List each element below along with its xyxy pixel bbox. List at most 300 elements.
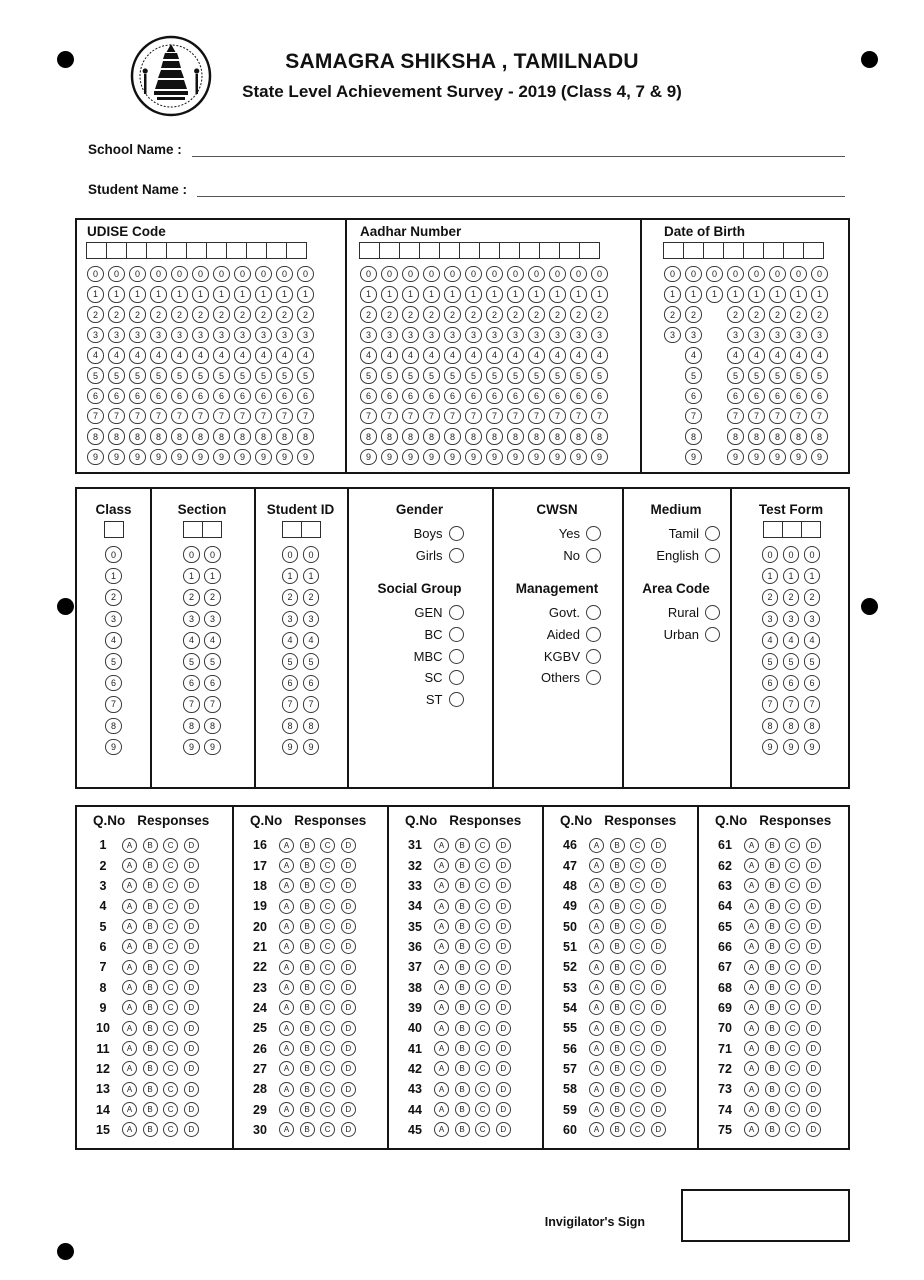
student-id-digit-box[interactable] bbox=[282, 521, 302, 538]
aadhar-col5-bubble-7[interactable]: 7 bbox=[444, 408, 461, 425]
q29-choice-d[interactable]: D bbox=[341, 1102, 356, 1117]
q38-choice-c[interactable]: C bbox=[475, 980, 490, 995]
aadhar-col9-bubble-9[interactable]: 9 bbox=[528, 449, 545, 466]
q9-choice-d[interactable]: D bbox=[184, 1000, 199, 1015]
aadhar-col9-bubble-1[interactable]: 1 bbox=[528, 286, 545, 303]
dob-col6-bubble-9[interactable]: 9 bbox=[769, 449, 786, 466]
aadhar-col3-bubble-1[interactable]: 1 bbox=[402, 286, 419, 303]
udise-col11-bubble-0[interactable]: 0 bbox=[297, 266, 314, 283]
dob-col5-bubble-4[interactable]: 4 bbox=[748, 347, 765, 364]
class-col1-bubble-5[interactable]: 5 bbox=[105, 653, 122, 670]
udise-digit-box[interactable] bbox=[226, 242, 247, 259]
dob-col6-bubble-6[interactable]: 6 bbox=[769, 388, 786, 405]
q70-choice-c[interactable]: C bbox=[785, 1021, 800, 1036]
dob-col4-bubble-7[interactable]: 7 bbox=[727, 408, 744, 425]
aadhar-col7-bubble-8[interactable]: 8 bbox=[486, 428, 503, 445]
udise-col5-bubble-5[interactable]: 5 bbox=[171, 367, 188, 384]
aadhar-col12-bubble-2[interactable]: 2 bbox=[591, 306, 608, 323]
udise-col3-bubble-3[interactable]: 3 bbox=[129, 327, 146, 344]
test-form-digit-box[interactable] bbox=[763, 521, 783, 538]
q60-choice-b[interactable]: B bbox=[610, 1122, 625, 1137]
q1-choice-b[interactable]: B bbox=[143, 838, 158, 853]
q2-choice-a[interactable]: A bbox=[122, 858, 137, 873]
student-id-col2-bubble-8[interactable]: 8 bbox=[303, 718, 320, 735]
aadhar-col9-bubble-7[interactable]: 7 bbox=[528, 408, 545, 425]
udise-col7-bubble-8[interactable]: 8 bbox=[213, 428, 230, 445]
q22-choice-b[interactable]: B bbox=[300, 960, 315, 975]
q53-choice-b[interactable]: B bbox=[610, 980, 625, 995]
udise-col4-bubble-9[interactable]: 9 bbox=[150, 449, 167, 466]
aadhar-col8-bubble-3[interactable]: 3 bbox=[507, 327, 524, 344]
q32-choice-a[interactable]: A bbox=[434, 858, 449, 873]
udise-col5-bubble-6[interactable]: 6 bbox=[171, 388, 188, 405]
q51-choice-a[interactable]: A bbox=[589, 939, 604, 954]
student-id-col1-bubble-0[interactable]: 0 bbox=[282, 546, 299, 563]
gender-bubble-boys[interactable] bbox=[449, 526, 464, 541]
q60-choice-c[interactable]: C bbox=[630, 1122, 645, 1137]
q49-choice-d[interactable]: D bbox=[651, 899, 666, 914]
q12-choice-b[interactable]: B bbox=[143, 1061, 158, 1076]
q46-choice-c[interactable]: C bbox=[630, 838, 645, 853]
q24-choice-d[interactable]: D bbox=[341, 1000, 356, 1015]
q27-choice-d[interactable]: D bbox=[341, 1061, 356, 1076]
dob-col5-bubble-5[interactable]: 5 bbox=[748, 367, 765, 384]
dob-col6-bubble-5[interactable]: 5 bbox=[769, 367, 786, 384]
aadhar-col8-bubble-2[interactable]: 2 bbox=[507, 306, 524, 323]
dob-digit-box[interactable] bbox=[703, 242, 724, 259]
test-form-col2-bubble-0[interactable]: 0 bbox=[783, 546, 800, 563]
q18-choice-b[interactable]: B bbox=[300, 878, 315, 893]
aadhar-col11-bubble-0[interactable]: 0 bbox=[570, 266, 587, 283]
class-col1-bubble-6[interactable]: 6 bbox=[105, 675, 122, 692]
aadhar-col3-bubble-0[interactable]: 0 bbox=[402, 266, 419, 283]
section-col2-bubble-3[interactable]: 3 bbox=[204, 611, 221, 628]
udise-col7-bubble-6[interactable]: 6 bbox=[213, 388, 230, 405]
dob-col7-bubble-1[interactable]: 1 bbox=[790, 286, 807, 303]
udise-col9-bubble-9[interactable]: 9 bbox=[255, 449, 272, 466]
q70-choice-b[interactable]: B bbox=[765, 1021, 780, 1036]
q34-choice-a[interactable]: A bbox=[434, 899, 449, 914]
udise-col7-bubble-7[interactable]: 7 bbox=[213, 408, 230, 425]
dob-col8-bubble-1[interactable]: 1 bbox=[811, 286, 828, 303]
dob-digit-box[interactable] bbox=[743, 242, 764, 259]
q48-choice-d[interactable]: D bbox=[651, 878, 666, 893]
aadhar-digit-box[interactable] bbox=[379, 242, 400, 259]
aadhar-digit-box[interactable] bbox=[499, 242, 520, 259]
udise-col3-bubble-1[interactable]: 1 bbox=[129, 286, 146, 303]
dob-col4-bubble-8[interactable]: 8 bbox=[727, 428, 744, 445]
aadhar-digit-box[interactable] bbox=[459, 242, 480, 259]
dob-col1-bubble-0[interactable]: 0 bbox=[664, 266, 681, 283]
test-form-col1-bubble-6[interactable]: 6 bbox=[762, 675, 779, 692]
q25-choice-c[interactable]: C bbox=[320, 1021, 335, 1036]
q17-choice-c[interactable]: C bbox=[320, 858, 335, 873]
q20-choice-a[interactable]: A bbox=[279, 919, 294, 934]
udise-col1-bubble-2[interactable]: 2 bbox=[87, 306, 104, 323]
q4-choice-c[interactable]: C bbox=[163, 899, 178, 914]
dob-col4-bubble-6[interactable]: 6 bbox=[727, 388, 744, 405]
aadhar-col11-bubble-2[interactable]: 2 bbox=[570, 306, 587, 323]
udise-col8-bubble-2[interactable]: 2 bbox=[234, 306, 251, 323]
dob-digit-box[interactable] bbox=[783, 242, 804, 259]
aadhar-col3-bubble-4[interactable]: 4 bbox=[402, 347, 419, 364]
q30-choice-a[interactable]: A bbox=[279, 1122, 294, 1137]
section-col1-bubble-4[interactable]: 4 bbox=[183, 632, 200, 649]
q31-choice-c[interactable]: C bbox=[475, 838, 490, 853]
q26-choice-d[interactable]: D bbox=[341, 1041, 356, 1056]
test-form-col1-bubble-3[interactable]: 3 bbox=[762, 611, 779, 628]
q57-choice-c[interactable]: C bbox=[630, 1061, 645, 1076]
section-col2-bubble-8[interactable]: 8 bbox=[204, 718, 221, 735]
udise-col7-bubble-1[interactable]: 1 bbox=[213, 286, 230, 303]
aadhar-col7-bubble-3[interactable]: 3 bbox=[486, 327, 503, 344]
q58-choice-a[interactable]: A bbox=[589, 1082, 604, 1097]
aadhar-col4-bubble-5[interactable]: 5 bbox=[423, 367, 440, 384]
aadhar-col1-bubble-4[interactable]: 4 bbox=[360, 347, 377, 364]
q59-choice-d[interactable]: D bbox=[651, 1102, 666, 1117]
aadhar-col3-bubble-7[interactable]: 7 bbox=[402, 408, 419, 425]
q39-choice-b[interactable]: B bbox=[455, 1000, 470, 1015]
q48-choice-b[interactable]: B bbox=[610, 878, 625, 893]
q1-choice-a[interactable]: A bbox=[122, 838, 137, 853]
dob-col4-bubble-9[interactable]: 9 bbox=[727, 449, 744, 466]
aadhar-col2-bubble-4[interactable]: 4 bbox=[381, 347, 398, 364]
udise-col2-bubble-5[interactable]: 5 bbox=[108, 367, 125, 384]
udise-col2-bubble-1[interactable]: 1 bbox=[108, 286, 125, 303]
student-id-col2-bubble-6[interactable]: 6 bbox=[303, 675, 320, 692]
q50-choice-b[interactable]: B bbox=[610, 919, 625, 934]
q39-choice-d[interactable]: D bbox=[496, 1000, 511, 1015]
management-bubble-others[interactable] bbox=[586, 670, 601, 685]
udise-col4-bubble-5[interactable]: 5 bbox=[150, 367, 167, 384]
q2-choice-b[interactable]: B bbox=[143, 858, 158, 873]
section-col2-bubble-4[interactable]: 4 bbox=[204, 632, 221, 649]
q3-choice-c[interactable]: C bbox=[163, 878, 178, 893]
management-bubble-kgbv[interactable] bbox=[586, 649, 601, 664]
aadhar-col12-bubble-5[interactable]: 5 bbox=[591, 367, 608, 384]
q28-choice-b[interactable]: B bbox=[300, 1082, 315, 1097]
aadhar-col7-bubble-0[interactable]: 0 bbox=[486, 266, 503, 283]
class-digit-box[interactable] bbox=[104, 521, 124, 538]
aadhar-col6-bubble-0[interactable]: 0 bbox=[465, 266, 482, 283]
udise-col2-bubble-9[interactable]: 9 bbox=[108, 449, 125, 466]
test-form-col3-bubble-3[interactable]: 3 bbox=[804, 611, 821, 628]
q43-choice-a[interactable]: A bbox=[434, 1082, 449, 1097]
dob-col8-bubble-9[interactable]: 9 bbox=[811, 449, 828, 466]
q32-choice-d[interactable]: D bbox=[496, 858, 511, 873]
q27-choice-a[interactable]: A bbox=[279, 1061, 294, 1076]
q68-choice-c[interactable]: C bbox=[785, 980, 800, 995]
q65-choice-a[interactable]: A bbox=[744, 919, 759, 934]
medium-bubble-english[interactable] bbox=[705, 548, 720, 563]
test-form-col2-bubble-1[interactable]: 1 bbox=[783, 568, 800, 585]
q9-choice-b[interactable]: B bbox=[143, 1000, 158, 1015]
q26-choice-a[interactable]: A bbox=[279, 1041, 294, 1056]
q18-choice-d[interactable]: D bbox=[341, 878, 356, 893]
udise-col3-bubble-6[interactable]: 6 bbox=[129, 388, 146, 405]
udise-col5-bubble-0[interactable]: 0 bbox=[171, 266, 188, 283]
q40-choice-c[interactable]: C bbox=[475, 1021, 490, 1036]
aadhar-col6-bubble-8[interactable]: 8 bbox=[465, 428, 482, 445]
q65-choice-d[interactable]: D bbox=[806, 919, 821, 934]
dob-col5-bubble-3[interactable]: 3 bbox=[748, 327, 765, 344]
section-col1-bubble-2[interactable]: 2 bbox=[183, 589, 200, 606]
udise-col6-bubble-9[interactable]: 9 bbox=[192, 449, 209, 466]
aadhar-col5-bubble-6[interactable]: 6 bbox=[444, 388, 461, 405]
aadhar-col11-bubble-4[interactable]: 4 bbox=[570, 347, 587, 364]
q63-choice-b[interactable]: B bbox=[765, 878, 780, 893]
q37-choice-a[interactable]: A bbox=[434, 960, 449, 975]
dob-col2-bubble-0[interactable]: 0 bbox=[685, 266, 702, 283]
q1-choice-c[interactable]: C bbox=[163, 838, 178, 853]
q21-choice-b[interactable]: B bbox=[300, 939, 315, 954]
q34-choice-c[interactable]: C bbox=[475, 899, 490, 914]
q51-choice-c[interactable]: C bbox=[630, 939, 645, 954]
class-col1-bubble-7[interactable]: 7 bbox=[105, 696, 122, 713]
q31-choice-a[interactable]: A bbox=[434, 838, 449, 853]
q17-choice-d[interactable]: D bbox=[341, 858, 356, 873]
udise-col4-bubble-6[interactable]: 6 bbox=[150, 388, 167, 405]
test-form-col3-bubble-4[interactable]: 4 bbox=[804, 632, 821, 649]
udise-col10-bubble-2[interactable]: 2 bbox=[276, 306, 293, 323]
q2-choice-c[interactable]: C bbox=[163, 858, 178, 873]
udise-digit-box[interactable] bbox=[86, 242, 107, 259]
test-form-digit-box[interactable] bbox=[782, 521, 802, 538]
q27-choice-b[interactable]: B bbox=[300, 1061, 315, 1076]
q53-choice-a[interactable]: A bbox=[589, 980, 604, 995]
aadhar-col1-bubble-1[interactable]: 1 bbox=[360, 286, 377, 303]
udise-col8-bubble-4[interactable]: 4 bbox=[234, 347, 251, 364]
q22-choice-c[interactable]: C bbox=[320, 960, 335, 975]
q47-choice-a[interactable]: A bbox=[589, 858, 604, 873]
q17-choice-a[interactable]: A bbox=[279, 858, 294, 873]
q35-choice-b[interactable]: B bbox=[455, 919, 470, 934]
dob-col2-bubble-5[interactable]: 5 bbox=[685, 367, 702, 384]
aadhar-col2-bubble-9[interactable]: 9 bbox=[381, 449, 398, 466]
q7-choice-d[interactable]: D bbox=[184, 960, 199, 975]
q23-choice-b[interactable]: B bbox=[300, 980, 315, 995]
udise-col3-bubble-2[interactable]: 2 bbox=[129, 306, 146, 323]
q38-choice-d[interactable]: D bbox=[496, 980, 511, 995]
udise-col6-bubble-5[interactable]: 5 bbox=[192, 367, 209, 384]
aadhar-col2-bubble-1[interactable]: 1 bbox=[381, 286, 398, 303]
q24-choice-a[interactable]: A bbox=[279, 1000, 294, 1015]
udise-digit-box[interactable] bbox=[246, 242, 267, 259]
class-col1-bubble-8[interactable]: 8 bbox=[105, 718, 122, 735]
test-form-col1-bubble-1[interactable]: 1 bbox=[762, 568, 779, 585]
aadhar-col5-bubble-4[interactable]: 4 bbox=[444, 347, 461, 364]
test-form-col1-bubble-8[interactable]: 8 bbox=[762, 718, 779, 735]
aadhar-digit-box[interactable] bbox=[439, 242, 460, 259]
q31-choice-b[interactable]: B bbox=[455, 838, 470, 853]
q45-choice-c[interactable]: C bbox=[475, 1122, 490, 1137]
dob-col6-bubble-4[interactable]: 4 bbox=[769, 347, 786, 364]
q63-choice-c[interactable]: C bbox=[785, 878, 800, 893]
student-id-col2-bubble-9[interactable]: 9 bbox=[303, 739, 320, 756]
student-id-col2-bubble-3[interactable]: 3 bbox=[303, 611, 320, 628]
aadhar-digit-box[interactable] bbox=[359, 242, 380, 259]
aadhar-col3-bubble-2[interactable]: 2 bbox=[402, 306, 419, 323]
q51-choice-b[interactable]: B bbox=[610, 939, 625, 954]
q6-choice-d[interactable]: D bbox=[184, 939, 199, 954]
test-form-col3-bubble-5[interactable]: 5 bbox=[804, 653, 821, 670]
dob-col2-bubble-4[interactable]: 4 bbox=[685, 347, 702, 364]
aadhar-col11-bubble-3[interactable]: 3 bbox=[570, 327, 587, 344]
udise-col9-bubble-4[interactable]: 4 bbox=[255, 347, 272, 364]
dob-digit-box[interactable] bbox=[763, 242, 784, 259]
q33-choice-c[interactable]: C bbox=[475, 878, 490, 893]
q2-choice-d[interactable]: D bbox=[184, 858, 199, 873]
q46-choice-a[interactable]: A bbox=[589, 838, 604, 853]
q70-choice-a[interactable]: A bbox=[744, 1021, 759, 1036]
q53-choice-c[interactable]: C bbox=[630, 980, 645, 995]
q3-choice-b[interactable]: B bbox=[143, 878, 158, 893]
q20-choice-d[interactable]: D bbox=[341, 919, 356, 934]
q18-choice-a[interactable]: A bbox=[279, 878, 294, 893]
q39-choice-c[interactable]: C bbox=[475, 1000, 490, 1015]
aadhar-col4-bubble-0[interactable]: 0 bbox=[423, 266, 440, 283]
q52-choice-d[interactable]: D bbox=[651, 960, 666, 975]
q34-choice-b[interactable]: B bbox=[455, 899, 470, 914]
aadhar-col6-bubble-7[interactable]: 7 bbox=[465, 408, 482, 425]
q4-choice-b[interactable]: B bbox=[143, 899, 158, 914]
aadhar-col12-bubble-7[interactable]: 7 bbox=[591, 408, 608, 425]
aadhar-col4-bubble-7[interactable]: 7 bbox=[423, 408, 440, 425]
aadhar-col2-bubble-8[interactable]: 8 bbox=[381, 428, 398, 445]
udise-col9-bubble-8[interactable]: 8 bbox=[255, 428, 272, 445]
test-form-col2-bubble-7[interactable]: 7 bbox=[783, 696, 800, 713]
aadhar-col10-bubble-2[interactable]: 2 bbox=[549, 306, 566, 323]
q3-choice-a[interactable]: A bbox=[122, 878, 137, 893]
udise-col7-bubble-3[interactable]: 3 bbox=[213, 327, 230, 344]
aadhar-col6-bubble-4[interactable]: 4 bbox=[465, 347, 482, 364]
aadhar-col10-bubble-7[interactable]: 7 bbox=[549, 408, 566, 425]
q54-choice-c[interactable]: C bbox=[630, 1000, 645, 1015]
q13-choice-c[interactable]: C bbox=[163, 1082, 178, 1097]
aadhar-col12-bubble-6[interactable]: 6 bbox=[591, 388, 608, 405]
section-col1-bubble-0[interactable]: 0 bbox=[183, 546, 200, 563]
student-id-col2-bubble-4[interactable]: 4 bbox=[303, 632, 320, 649]
q32-choice-c[interactable]: C bbox=[475, 858, 490, 873]
udise-col10-bubble-6[interactable]: 6 bbox=[276, 388, 293, 405]
q43-choice-b[interactable]: B bbox=[455, 1082, 470, 1097]
q29-choice-c[interactable]: C bbox=[320, 1102, 335, 1117]
section-digit-box[interactable] bbox=[202, 521, 222, 538]
q41-choice-d[interactable]: D bbox=[496, 1041, 511, 1056]
q47-choice-b[interactable]: B bbox=[610, 858, 625, 873]
dob-digit-box[interactable] bbox=[723, 242, 744, 259]
udise-col10-bubble-5[interactable]: 5 bbox=[276, 367, 293, 384]
q69-choice-b[interactable]: B bbox=[765, 1000, 780, 1015]
q75-choice-a[interactable]: A bbox=[744, 1122, 759, 1137]
aadhar-col8-bubble-5[interactable]: 5 bbox=[507, 367, 524, 384]
q12-choice-c[interactable]: C bbox=[163, 1061, 178, 1076]
class-col1-bubble-2[interactable]: 2 bbox=[105, 589, 122, 606]
q48-choice-c[interactable]: C bbox=[630, 878, 645, 893]
dob-col4-bubble-3[interactable]: 3 bbox=[727, 327, 744, 344]
udise-col9-bubble-7[interactable]: 7 bbox=[255, 408, 272, 425]
dob-col8-bubble-3[interactable]: 3 bbox=[811, 327, 828, 344]
aadhar-col8-bubble-9[interactable]: 9 bbox=[507, 449, 524, 466]
test-form-col3-bubble-8[interactable]: 8 bbox=[804, 718, 821, 735]
aadhar-digit-box[interactable] bbox=[479, 242, 500, 259]
q75-choice-b[interactable]: B bbox=[765, 1122, 780, 1137]
test-form-col1-bubble-9[interactable]: 9 bbox=[762, 739, 779, 756]
q35-choice-d[interactable]: D bbox=[496, 919, 511, 934]
udise-col11-bubble-3[interactable]: 3 bbox=[297, 327, 314, 344]
q42-choice-c[interactable]: C bbox=[475, 1061, 490, 1076]
q36-choice-b[interactable]: B bbox=[455, 939, 470, 954]
q54-choice-d[interactable]: D bbox=[651, 1000, 666, 1015]
q40-choice-a[interactable]: A bbox=[434, 1021, 449, 1036]
q35-choice-a[interactable]: A bbox=[434, 919, 449, 934]
student-id-col2-bubble-5[interactable]: 5 bbox=[303, 653, 320, 670]
q49-choice-b[interactable]: B bbox=[610, 899, 625, 914]
q21-choice-a[interactable]: A bbox=[279, 939, 294, 954]
q14-choice-a[interactable]: A bbox=[122, 1102, 137, 1117]
section-col2-bubble-1[interactable]: 1 bbox=[204, 568, 221, 585]
q65-choice-b[interactable]: B bbox=[765, 919, 780, 934]
udise-col7-bubble-9[interactable]: 9 bbox=[213, 449, 230, 466]
q61-choice-d[interactable]: D bbox=[806, 838, 821, 853]
aadhar-col2-bubble-7[interactable]: 7 bbox=[381, 408, 398, 425]
aadhar-col11-bubble-1[interactable]: 1 bbox=[570, 286, 587, 303]
section-col1-bubble-1[interactable]: 1 bbox=[183, 568, 200, 585]
aadhar-col5-bubble-1[interactable]: 1 bbox=[444, 286, 461, 303]
udise-digit-box[interactable] bbox=[146, 242, 167, 259]
q67-choice-c[interactable]: C bbox=[785, 960, 800, 975]
q21-choice-c[interactable]: C bbox=[320, 939, 335, 954]
q41-choice-a[interactable]: A bbox=[434, 1041, 449, 1056]
q62-choice-b[interactable]: B bbox=[765, 858, 780, 873]
section-col2-bubble-6[interactable]: 6 bbox=[204, 675, 221, 692]
q52-choice-a[interactable]: A bbox=[589, 960, 604, 975]
student-id-col2-bubble-7[interactable]: 7 bbox=[303, 696, 320, 713]
class-col1-bubble-0[interactable]: 0 bbox=[105, 546, 122, 563]
aadhar-col1-bubble-3[interactable]: 3 bbox=[360, 327, 377, 344]
q10-choice-c[interactable]: C bbox=[163, 1021, 178, 1036]
aadhar-col12-bubble-4[interactable]: 4 bbox=[591, 347, 608, 364]
udise-col11-bubble-6[interactable]: 6 bbox=[297, 388, 314, 405]
invigilator-sign-box[interactable] bbox=[681, 1189, 850, 1242]
aadhar-col1-bubble-7[interactable]: 7 bbox=[360, 408, 377, 425]
q19-choice-a[interactable]: A bbox=[279, 899, 294, 914]
q43-choice-c[interactable]: C bbox=[475, 1082, 490, 1097]
q66-choice-a[interactable]: A bbox=[744, 939, 759, 954]
aadhar-col10-bubble-6[interactable]: 6 bbox=[549, 388, 566, 405]
q73-choice-b[interactable]: B bbox=[765, 1082, 780, 1097]
udise-col8-bubble-7[interactable]: 7 bbox=[234, 408, 251, 425]
dob-col8-bubble-5[interactable]: 5 bbox=[811, 367, 828, 384]
udise-col11-bubble-5[interactable]: 5 bbox=[297, 367, 314, 384]
student-id-col1-bubble-1[interactable]: 1 bbox=[282, 568, 299, 585]
section-col1-bubble-8[interactable]: 8 bbox=[183, 718, 200, 735]
udise-col2-bubble-8[interactable]: 8 bbox=[108, 428, 125, 445]
aadhar-col3-bubble-8[interactable]: 8 bbox=[402, 428, 419, 445]
dob-col3-bubble-0[interactable]: 0 bbox=[706, 266, 723, 283]
test-form-col3-bubble-1[interactable]: 1 bbox=[804, 568, 821, 585]
aadhar-col9-bubble-6[interactable]: 6 bbox=[528, 388, 545, 405]
aadhar-col7-bubble-6[interactable]: 6 bbox=[486, 388, 503, 405]
q15-choice-c[interactable]: C bbox=[163, 1122, 178, 1137]
test-form-col3-bubble-2[interactable]: 2 bbox=[804, 589, 821, 606]
q10-choice-b[interactable]: B bbox=[143, 1021, 158, 1036]
dob-col2-bubble-2[interactable]: 2 bbox=[685, 306, 702, 323]
udise-col5-bubble-2[interactable]: 2 bbox=[171, 306, 188, 323]
aadhar-col8-bubble-8[interactable]: 8 bbox=[507, 428, 524, 445]
udise-col10-bubble-7[interactable]: 7 bbox=[276, 408, 293, 425]
q15-choice-b[interactable]: B bbox=[143, 1122, 158, 1137]
